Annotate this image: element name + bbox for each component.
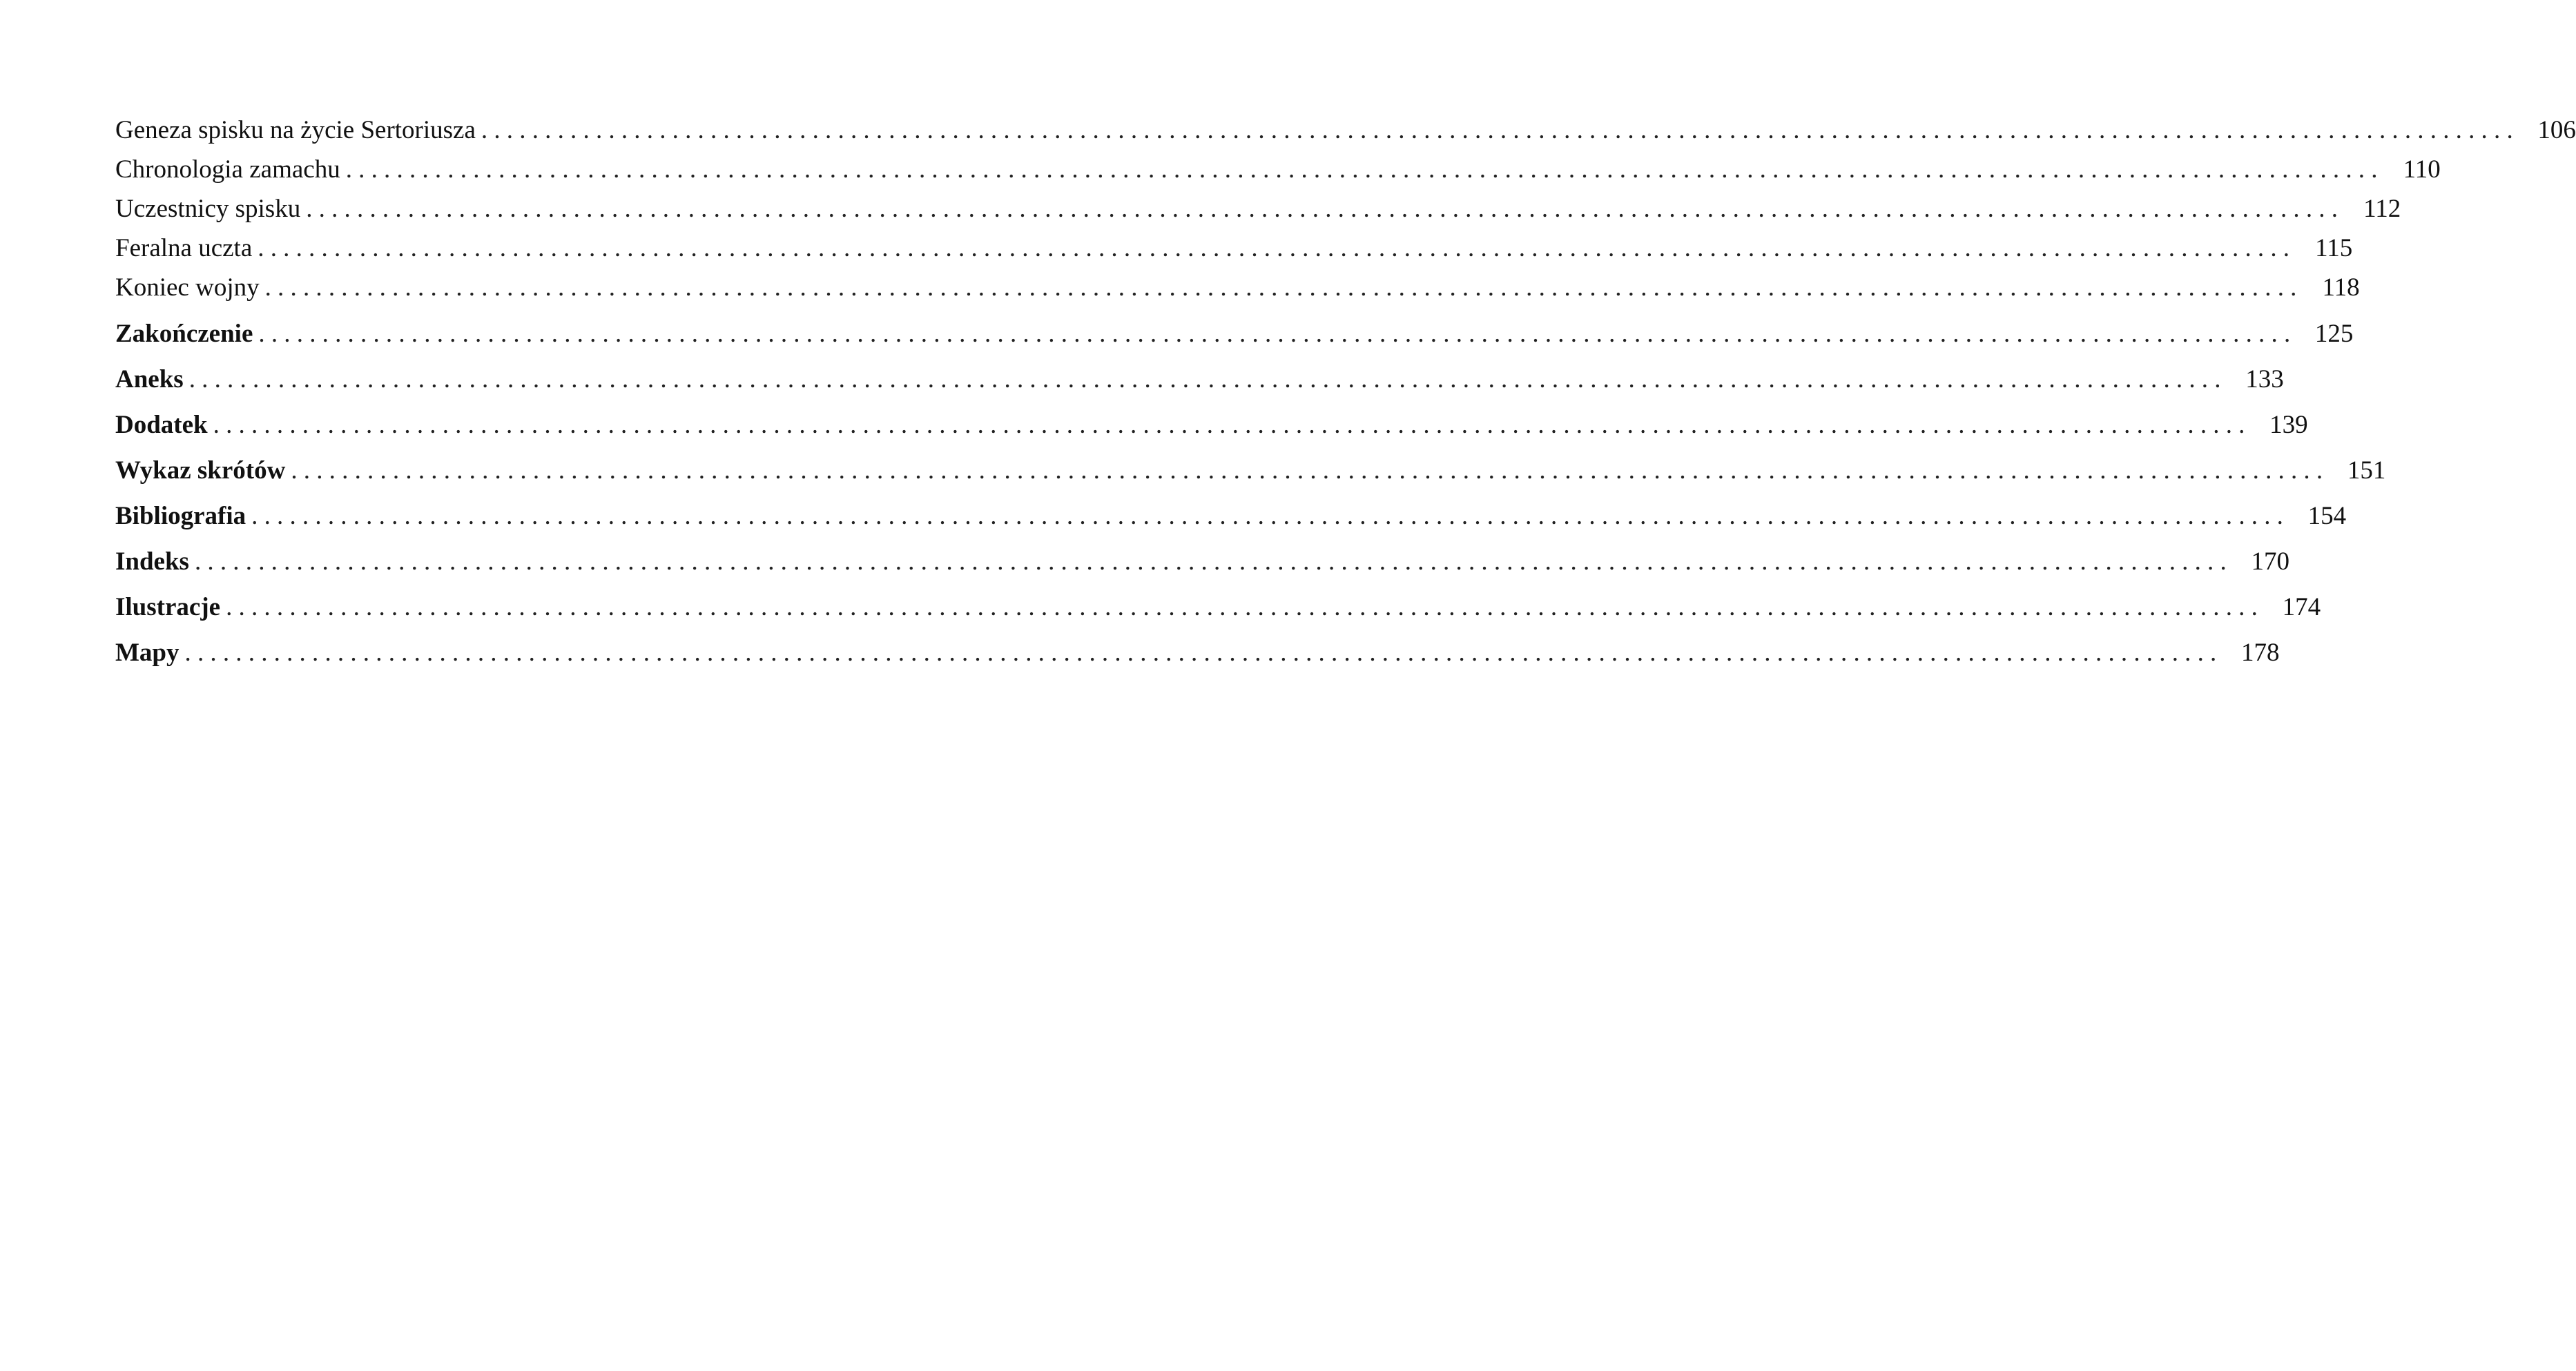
toc-entry-title: Bibliografia (115, 502, 246, 530)
toc-entry-title: Ilustracje (115, 593, 221, 621)
toc-chapter-entry (115, 585, 2321, 630)
toc-dot-leader: ................................................................................................................................................................ (306, 195, 2345, 223)
toc-entry-page: 118 (2322, 273, 2360, 302)
table-of-contents (115, 110, 2576, 676)
toc-entry-page: 125 (2314, 320, 2354, 348)
toc-entry-page: 178 (2241, 639, 2280, 667)
toc-dot-leader: ................................................................................................................................................................ (226, 593, 2265, 621)
toc-entry (115, 189, 2401, 228)
toc-entry-title: Koniec wojny (115, 273, 260, 302)
toc-entry-title: Mapy (115, 639, 180, 667)
toc-entry (115, 150, 2441, 189)
toc-entry-title: Indeks (115, 547, 189, 576)
toc-dot-leader: ................................................................................................................................................................ (258, 320, 2297, 348)
toc-dot-leader: ................................................................................................................................................................ (258, 234, 2296, 262)
toc-dot-leader: ................................................................................................................................................................ (184, 639, 2223, 667)
toc-chapter-entry (115, 448, 2386, 494)
toc-entry-title: Aneks (115, 365, 184, 393)
toc-dot-leader: ................................................................................................................................................................ (251, 502, 2290, 530)
toc-chapter-entry (115, 539, 2289, 585)
toc-entry-page: 110 (2403, 155, 2441, 184)
toc-dot-leader: ................................................................................................................................................................ (213, 411, 2251, 439)
toc-dot-leader: ................................................................................................................................................................ (345, 155, 2384, 184)
toc-entry-page: 170 (2251, 547, 2289, 576)
toc-entry-page: 151 (2347, 456, 2386, 485)
toc-entry-page: 139 (2269, 411, 2308, 439)
toc-chapter-entry (115, 494, 2347, 539)
toc-chapter-entry (115, 630, 2280, 676)
toc-entry-title: Wykaz skrótów (115, 456, 286, 485)
toc-entry-page: 115 (2315, 234, 2353, 262)
toc-entry-page: 106 (2537, 116, 2576, 144)
toc-entry-title: Dodatek (115, 411, 208, 439)
toc-entry-title: Uczestnicy spisku (115, 195, 301, 223)
toc-entry-title: Feralna uczta (115, 234, 253, 262)
toc-entry-title: Zakończenie (115, 320, 253, 348)
toc-entry-page: 154 (2307, 502, 2347, 530)
toc-dot-leader: ................................................................................................................................................................ (481, 116, 2519, 144)
toc-entry-page: 174 (2282, 593, 2321, 621)
toc-entry (115, 268, 2360, 307)
toc-entry-page: 112 (2363, 195, 2401, 223)
toc-dot-leader: ................................................................................................................................................................ (188, 365, 2227, 393)
toc-entry-page: 133 (2245, 365, 2284, 393)
toc-entry-title: Chronologia zamachu (115, 155, 340, 184)
toc-entry-title: Geneza spisku na życie Sertoriusza (115, 116, 476, 144)
toc-entry (115, 110, 2576, 150)
toc-dot-leader: ................................................................................................................................................................ (264, 273, 2303, 302)
toc-entry (115, 228, 2353, 268)
toc-chapter-entry (115, 357, 2284, 402)
toc-chapter-entry (115, 311, 2354, 357)
toc-dot-leader: ................................................................................................................................................................ (291, 456, 2330, 485)
toc-dot-leader: ................................................................................................................................................................ (194, 547, 2233, 576)
toc-chapter-entry (115, 402, 2308, 448)
